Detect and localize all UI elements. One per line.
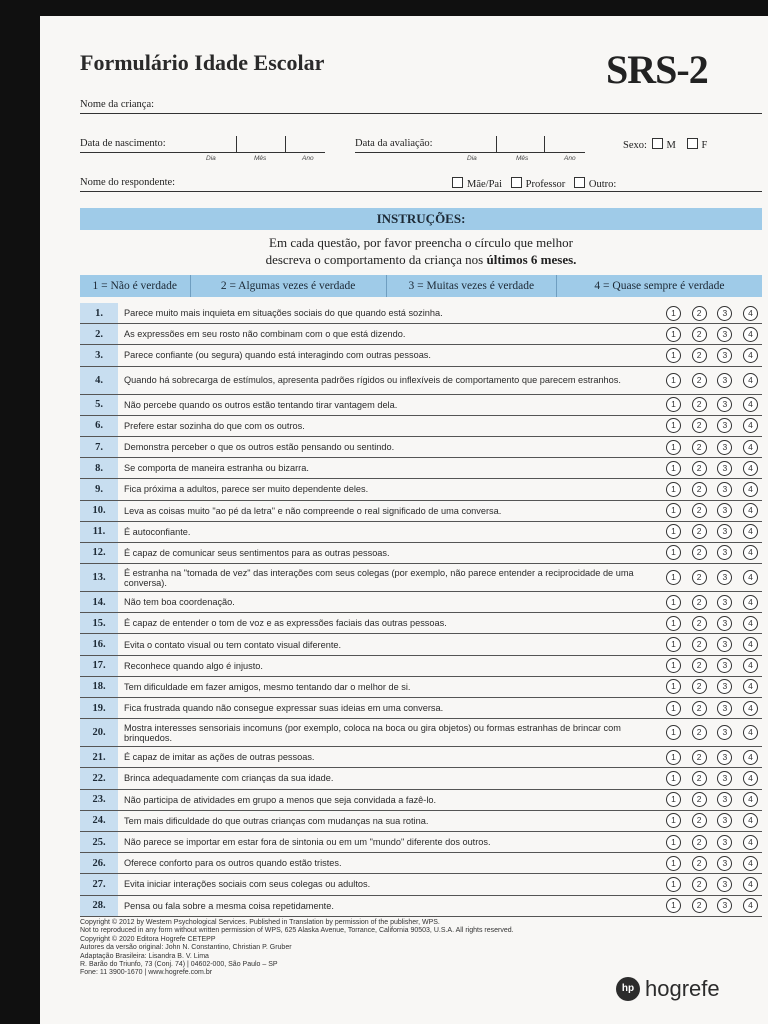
question-text: Fica próxima a adultos, parece ser muito dependente deles. (124, 484, 369, 495)
answer-circle-4[interactable]: 4 (743, 813, 758, 828)
answer-circle-3[interactable]: 3 (717, 373, 732, 388)
answer-options (666, 545, 762, 560)
footer-line: Adaptação Brasileira: Lisandra B. V. Lima (80, 952, 209, 960)
question-text: Brinca adequadamente com crianças da sua idade. (124, 773, 334, 784)
answer-circle-3[interactable]: 3 (717, 524, 732, 539)
answer-circle-1[interactable]: 1 (666, 482, 681, 497)
answer-circle-2[interactable]: 2 (692, 348, 707, 363)
question-row (80, 395, 762, 416)
question-number: 17. (80, 656, 118, 676)
answer-circle-3[interactable]: 3 (717, 658, 732, 673)
question-number: 14. (80, 592, 118, 612)
question-text: Se comporta de maneira estranha ou bizarra. (124, 463, 309, 474)
answer-circle-1[interactable]: 1 (666, 750, 681, 765)
answer-options (666, 348, 762, 363)
answer-options (666, 877, 762, 892)
parent-checkbox[interactable] (452, 177, 463, 188)
answer-options (666, 570, 762, 585)
birth-date-label: Data de nascimento: (80, 138, 166, 149)
answer-circle-2[interactable]: 2 (692, 570, 707, 585)
answer-circle-2[interactable]: 2 (692, 813, 707, 828)
answer-options (666, 373, 762, 388)
answer-circle-4[interactable]: 4 (743, 503, 758, 518)
question-text: Prefere estar sozinha do que com os outros. (124, 420, 305, 431)
answer-circle-2[interactable]: 2 (692, 679, 707, 694)
question-text: É autoconfiante. (124, 526, 191, 537)
question-text: As expressões em seu rosto não combinam com o que está dizendo. (124, 329, 406, 340)
answer-circle-4[interactable]: 4 (743, 792, 758, 807)
answer-options (666, 306, 762, 321)
question-number: 16. (80, 634, 118, 654)
answer-circle-2[interactable]: 2 (692, 545, 707, 560)
answer-options (666, 725, 762, 740)
answer-options (666, 595, 762, 610)
answer-options (666, 792, 762, 807)
answer-options (666, 750, 762, 765)
answer-circle-4[interactable]: 4 (743, 373, 758, 388)
answer-circle-1[interactable]: 1 (666, 595, 681, 610)
answer-circle-1[interactable]: 1 (666, 461, 681, 476)
question-text: É capaz de entender o tom de voz e as expressões faciais das outras pessoas. (124, 618, 447, 629)
answer-circle-4[interactable]: 4 (743, 545, 758, 560)
question-number: 26. (80, 853, 118, 873)
question-row (80, 896, 762, 917)
sex-m-label: M (666, 140, 676, 151)
question-text: Fica frustrada quando não consegue expressar suas ideias em uma conversa. (124, 703, 444, 714)
question-number: 2. (80, 324, 118, 344)
question-row (80, 416, 762, 437)
instructions-line2 (80, 251, 762, 268)
footer-line: Autores da versão original: John N. Constantino, Christian P. Gruber (80, 944, 292, 952)
answer-circle-1[interactable]: 1 (666, 725, 681, 740)
question-number: 21. (80, 747, 118, 767)
footer-line: Copyright © 2020 Editora Hogrefe CETEPP (80, 935, 216, 943)
question-row (80, 345, 762, 366)
answer-circle-4[interactable]: 4 (743, 725, 758, 740)
answer-circle-3[interactable]: 3 (717, 616, 732, 631)
hogrefe-wordmark: hogrefe (645, 976, 720, 1001)
question-row (80, 458, 762, 479)
answer-circle-3[interactable]: 3 (717, 327, 732, 342)
answer-circle-3[interactable]: 3 (717, 701, 732, 716)
answer-circle-1[interactable]: 1 (666, 835, 681, 850)
answer-circle-3[interactable]: 3 (717, 570, 732, 585)
respondent-type-group (450, 177, 616, 190)
question-row (80, 874, 762, 895)
question-text: Tem mais dificuldade do que outras crianças com mudanças na sua rotina. (124, 815, 429, 826)
scale-legend (80, 275, 762, 297)
answer-circle-1[interactable]: 1 (666, 348, 681, 363)
question-row (80, 367, 762, 395)
answer-circle-4[interactable]: 4 (743, 524, 758, 539)
question-number: 20. (80, 719, 118, 746)
question-number: 22. (80, 768, 118, 788)
answer-circle-1[interactable]: 1 (666, 373, 681, 388)
year-label: Ano (302, 155, 314, 162)
answer-circle-2[interactable]: 2 (692, 771, 707, 786)
answer-options (666, 898, 762, 913)
other-label: Outro: (588, 179, 617, 190)
question-number: 28. (80, 896, 118, 916)
sex-label: Sexo: (623, 140, 647, 151)
answer-options (666, 440, 762, 455)
question-text: Parece muito mais inquieta em situações sociais do que quando está sozinha. (124, 308, 443, 319)
question-row (80, 811, 762, 832)
answer-circle-4[interactable]: 4 (743, 771, 758, 786)
answer-options (666, 616, 762, 631)
answer-circle-2[interactable]: 2 (692, 524, 707, 539)
question-text: É capaz de imitar as ações de outras pessoas. (124, 752, 315, 763)
answer-circle-4[interactable]: 4 (743, 595, 758, 610)
answer-circle-2[interactable]: 2 (692, 701, 707, 716)
question-text: Não percebe quando os outros estão tentando tirar vantagem dela. (124, 399, 398, 410)
scale-1: 1 = Não é verdade (80, 275, 191, 297)
question-text: Parece confiante (ou segura) quando está interagindo com outras pessoas. (124, 350, 431, 361)
answer-circle-3[interactable]: 3 (717, 306, 732, 321)
answer-options (666, 418, 762, 433)
answer-circle-2[interactable]: 2 (692, 750, 707, 765)
answer-circle-3[interactable]: 3 (717, 877, 732, 892)
answer-options (666, 835, 762, 850)
child-name-field[interactable] (80, 113, 762, 114)
answer-circle-1[interactable]: 1 (666, 570, 681, 585)
answer-circle-1[interactable]: 1 (666, 616, 681, 631)
answer-circle-3[interactable]: 3 (717, 482, 732, 497)
question-text: Leva as coisas muito "ao pé da letra" e não compreende o real significado de uma conversa. (124, 505, 502, 516)
answer-circle-4[interactable]: 4 (743, 418, 758, 433)
answer-options (666, 813, 762, 828)
question-text: Não parece se importar em estar fora de sintonia ou em um "mundo" diferente dos outros. (124, 837, 491, 848)
question-list (80, 303, 762, 917)
child-name-label: Nome da criança: (80, 99, 155, 110)
answer-circle-1[interactable]: 1 (666, 771, 681, 786)
question-row (80, 479, 762, 500)
form-page (40, 16, 768, 1024)
question-text: Tem dificuldade em fazer amigos, mesmo tentando dar o melhor de si. (124, 681, 411, 692)
answer-circle-1[interactable]: 1 (666, 856, 681, 871)
answer-circle-2[interactable]: 2 (692, 461, 707, 476)
teacher-checkbox[interactable] (511, 177, 522, 188)
question-text: Pensa ou fala sobre a mesma coisa repetidamente. (124, 900, 334, 911)
answer-circle-1[interactable]: 1 (666, 440, 681, 455)
answer-circle-3[interactable]: 3 (717, 397, 732, 412)
parent-label: Mãe/Pai (467, 179, 502, 190)
day-label: Dia (467, 155, 477, 162)
answer-options (666, 327, 762, 342)
question-row (80, 790, 762, 811)
question-text: Demonstra perceber o que os outros estão pensando ou sentindo. (124, 442, 395, 453)
divider (236, 136, 237, 152)
question-number: 5. (80, 395, 118, 415)
answer-circle-2[interactable]: 2 (692, 440, 707, 455)
birth-date-field[interactable] (80, 152, 325, 153)
answer-circle-2[interactable]: 2 (692, 856, 707, 871)
answer-circle-4[interactable]: 4 (743, 570, 758, 585)
answer-circle-4[interactable]: 4 (743, 440, 758, 455)
answer-circle-4[interactable]: 4 (743, 616, 758, 631)
scale-4: 4 = Quase sempre é verdade (594, 280, 725, 292)
answer-options (666, 679, 762, 694)
answer-circle-4[interactable]: 4 (743, 637, 758, 652)
question-number: 10. (80, 501, 118, 521)
footer-line: R. Barão do Triunfo, 73 (Conj. 74) | 04602-000, São Paulo – SP (80, 961, 278, 969)
answer-options (666, 856, 762, 871)
question-text: Mostra interesses sensoriais incomuns (por exemplo, coloca na boca ou gira objetos) ou formas estranhas de brincar com brinquedos. (124, 722, 621, 743)
question-number: 19. (80, 698, 118, 718)
answer-circle-1[interactable]: 1 (666, 503, 681, 518)
answer-circle-3[interactable]: 3 (717, 771, 732, 786)
answer-circle-3[interactable]: 3 (717, 813, 732, 828)
answer-circle-4[interactable]: 4 (743, 658, 758, 673)
answer-circle-1[interactable]: 1 (666, 545, 681, 560)
day-label: Dia (206, 155, 216, 162)
question-number: 23. (80, 790, 118, 810)
answer-circle-3[interactable]: 3 (717, 545, 732, 560)
question-number: 12. (80, 543, 118, 563)
copyright-footer (80, 919, 600, 978)
answer-circle-2[interactable]: 2 (692, 792, 707, 807)
form-code: SRS-2 (606, 47, 708, 92)
divider (544, 136, 545, 152)
answer-circle-4[interactable]: 4 (743, 898, 758, 913)
question-row (80, 719, 762, 747)
question-number: 3. (80, 345, 118, 365)
answer-circle-2[interactable]: 2 (692, 637, 707, 652)
question-row (80, 698, 762, 719)
question-number: 8. (80, 458, 118, 478)
answer-circle-3[interactable]: 3 (717, 440, 732, 455)
answer-circle-4[interactable]: 4 (743, 461, 758, 476)
answer-circle-4[interactable]: 4 (743, 397, 758, 412)
question-text: Reconhece quando algo é injusto. (124, 660, 263, 671)
answer-circle-1[interactable]: 1 (666, 792, 681, 807)
divider (496, 136, 497, 152)
answer-circle-2[interactable]: 2 (692, 835, 707, 850)
question-row (80, 543, 762, 564)
respondent-label: Nome do respondente: (80, 177, 176, 188)
answer-circle-2[interactable]: 2 (692, 482, 707, 497)
answer-circle-3[interactable]: 3 (717, 595, 732, 610)
month-label: Mês (254, 155, 267, 162)
question-row (80, 634, 762, 655)
question-text: É estranha na "tomada de vez" das interações com seus colegas (por exemplo, não parece entender a reciprocidade de uma conversa). (124, 567, 634, 588)
question-text: Não participa de atividades em grupo a menos que seja convidada a fazê-lo. (124, 794, 437, 805)
answer-options (666, 461, 762, 476)
answer-circle-4[interactable]: 4 (743, 679, 758, 694)
answer-circle-3[interactable]: 3 (717, 898, 732, 913)
other-checkbox[interactable] (574, 177, 585, 188)
answer-circle-3[interactable]: 3 (717, 792, 732, 807)
answer-circle-4[interactable]: 4 (743, 348, 758, 363)
question-number: 11. (80, 522, 118, 542)
instructions-line1: Em cada questão, por favor preencha o círculo que melhor (269, 235, 573, 250)
answer-circle-1[interactable]: 1 (666, 813, 681, 828)
answer-circle-3[interactable]: 3 (717, 418, 732, 433)
hogrefe-logo-icon: hp (616, 977, 640, 1001)
question-text: Evita o contato visual ou tem contato visual diferente. (124, 639, 342, 650)
answer-circle-1[interactable]: 1 (666, 877, 681, 892)
question-number: 1. (80, 303, 118, 323)
answer-circle-1[interactable]: 1 (666, 524, 681, 539)
question-row (80, 522, 762, 543)
answer-circle-2[interactable]: 2 (692, 397, 707, 412)
footer-line: Fone: 11 3900-1670 | www.hogrefe.com.br (80, 969, 213, 977)
answer-circle-4[interactable]: 4 (743, 856, 758, 871)
sex-group (623, 138, 707, 151)
respondent-field[interactable] (80, 191, 762, 192)
answer-circle-1[interactable]: 1 (666, 418, 681, 433)
answer-circle-3[interactable]: 3 (717, 750, 732, 765)
answer-circle-4[interactable]: 4 (743, 750, 758, 765)
answer-circle-2[interactable]: 2 (692, 373, 707, 388)
sex-f-label: F (701, 140, 708, 151)
answer-options (666, 503, 762, 518)
answer-circle-2[interactable]: 2 (692, 658, 707, 673)
footer-line: Copyright © 2012 by Western Psychological Services. Published in Translation by permission of the publisher, WPS. (80, 919, 440, 926)
answer-circle-4[interactable]: 4 (743, 327, 758, 342)
question-text: É capaz de comunicar seus sentimentos para as outras pessoas. (124, 547, 390, 558)
answer-circle-1[interactable]: 1 (666, 658, 681, 673)
divider (285, 136, 286, 152)
answer-circle-3[interactable]: 3 (717, 637, 732, 652)
question-number: 9. (80, 479, 118, 499)
answer-circle-2[interactable]: 2 (692, 418, 707, 433)
answer-circle-2[interactable]: 2 (692, 898, 707, 913)
answer-options (666, 637, 762, 652)
question-number: 13. (80, 564, 118, 591)
answer-circle-1[interactable]: 1 (666, 306, 681, 321)
answer-circle-3[interactable]: 3 (717, 348, 732, 363)
footer-line: Not to reproduced in any form without written permission of WPS, 625 Alaska Avenue, Torrance, California 90503, U.S.A. All rights reserved. (80, 927, 514, 935)
answer-circle-4[interactable]: 4 (743, 701, 758, 716)
answer-circle-3[interactable]: 3 (717, 725, 732, 740)
answer-circle-2[interactable]: 2 (692, 306, 707, 321)
answer-circle-2[interactable]: 2 (692, 327, 707, 342)
question-text: Evita iniciar interações sociais com seus colegas ou adultos. (124, 879, 371, 890)
question-row (80, 747, 762, 768)
answer-circle-1[interactable]: 1 (666, 898, 681, 913)
answer-circle-2[interactable]: 2 (692, 877, 707, 892)
sex-f-checkbox[interactable] (687, 138, 698, 149)
answer-circle-3[interactable]: 3 (717, 679, 732, 694)
sex-m-checkbox[interactable] (652, 138, 663, 149)
question-text: Quando há sobrecarga de estímulos, apresenta padrões rígidos ou inflexíveis de comportamento que parecem estranhos. (124, 375, 621, 386)
answer-circle-1[interactable]: 1 (666, 679, 681, 694)
question-row (80, 303, 762, 324)
month-label: Mês (516, 155, 529, 162)
scale-2: 2 = Algumas vezes é verdade (191, 275, 387, 297)
question-row (80, 656, 762, 677)
question-row (80, 437, 762, 458)
answer-circle-3[interactable]: 3 (717, 461, 732, 476)
instructions-line2-text: descreva o comportamento da criança nos (265, 252, 484, 267)
instructions-heading: INSTRUÇÕES: (376, 211, 466, 226)
question-number: 4. (80, 367, 118, 394)
question-number: 18. (80, 677, 118, 697)
question-text: Não tem boa coordenação. (124, 597, 235, 608)
answer-options (666, 658, 762, 673)
scale-3: 3 = Muitas vezes é verdade (387, 275, 557, 297)
answer-options (666, 524, 762, 539)
question-number: 6. (80, 416, 118, 436)
question-number: 25. (80, 832, 118, 852)
answer-options (666, 482, 762, 497)
answer-circle-4[interactable]: 4 (743, 482, 758, 497)
answer-circle-1[interactable]: 1 (666, 701, 681, 716)
answer-circle-2[interactable]: 2 (692, 725, 707, 740)
question-row (80, 677, 762, 698)
question-row (80, 613, 762, 634)
question-row (80, 832, 762, 853)
eval-date-label: Data da avaliação: (355, 138, 433, 149)
form-title: Formulário Idade Escolar (80, 50, 325, 75)
question-row (80, 564, 762, 592)
answer-circle-1[interactable]: 1 (666, 637, 681, 652)
instructions-text (80, 234, 762, 268)
question-row (80, 324, 762, 345)
instructions-band (80, 208, 762, 230)
answer-circle-2[interactable]: 2 (692, 616, 707, 631)
answer-circle-3[interactable]: 3 (717, 835, 732, 850)
question-row (80, 592, 762, 613)
answer-options (666, 701, 762, 716)
hogrefe-logo (616, 976, 720, 1002)
answer-circle-3[interactable]: 3 (717, 856, 732, 871)
answer-circle-1[interactable]: 1 (666, 327, 681, 342)
answer-circle-1[interactable]: 1 (666, 397, 681, 412)
teacher-label: Professor (525, 179, 566, 190)
answer-circle-4[interactable]: 4 (743, 835, 758, 850)
answer-circle-4[interactable]: 4 (743, 877, 758, 892)
answer-circle-3[interactable]: 3 (717, 503, 732, 518)
answer-circle-4[interactable]: 4 (743, 306, 758, 321)
question-row (80, 853, 762, 874)
question-row (80, 768, 762, 789)
instructions-line2-bold: últimos 6 meses. (486, 252, 577, 267)
answer-options (666, 771, 762, 786)
answer-circle-2[interactable]: 2 (692, 503, 707, 518)
question-number: 15. (80, 613, 118, 633)
eval-date-field[interactable] (355, 152, 585, 153)
year-label: Ano (564, 155, 576, 162)
question-number: 24. (80, 811, 118, 831)
question-row (80, 501, 762, 522)
answer-circle-2[interactable]: 2 (692, 595, 707, 610)
question-number: 7. (80, 437, 118, 457)
question-number: 27. (80, 874, 118, 894)
question-text: Oferece conforto para os outros quando estão tristes. (124, 858, 342, 869)
answer-options (666, 397, 762, 412)
